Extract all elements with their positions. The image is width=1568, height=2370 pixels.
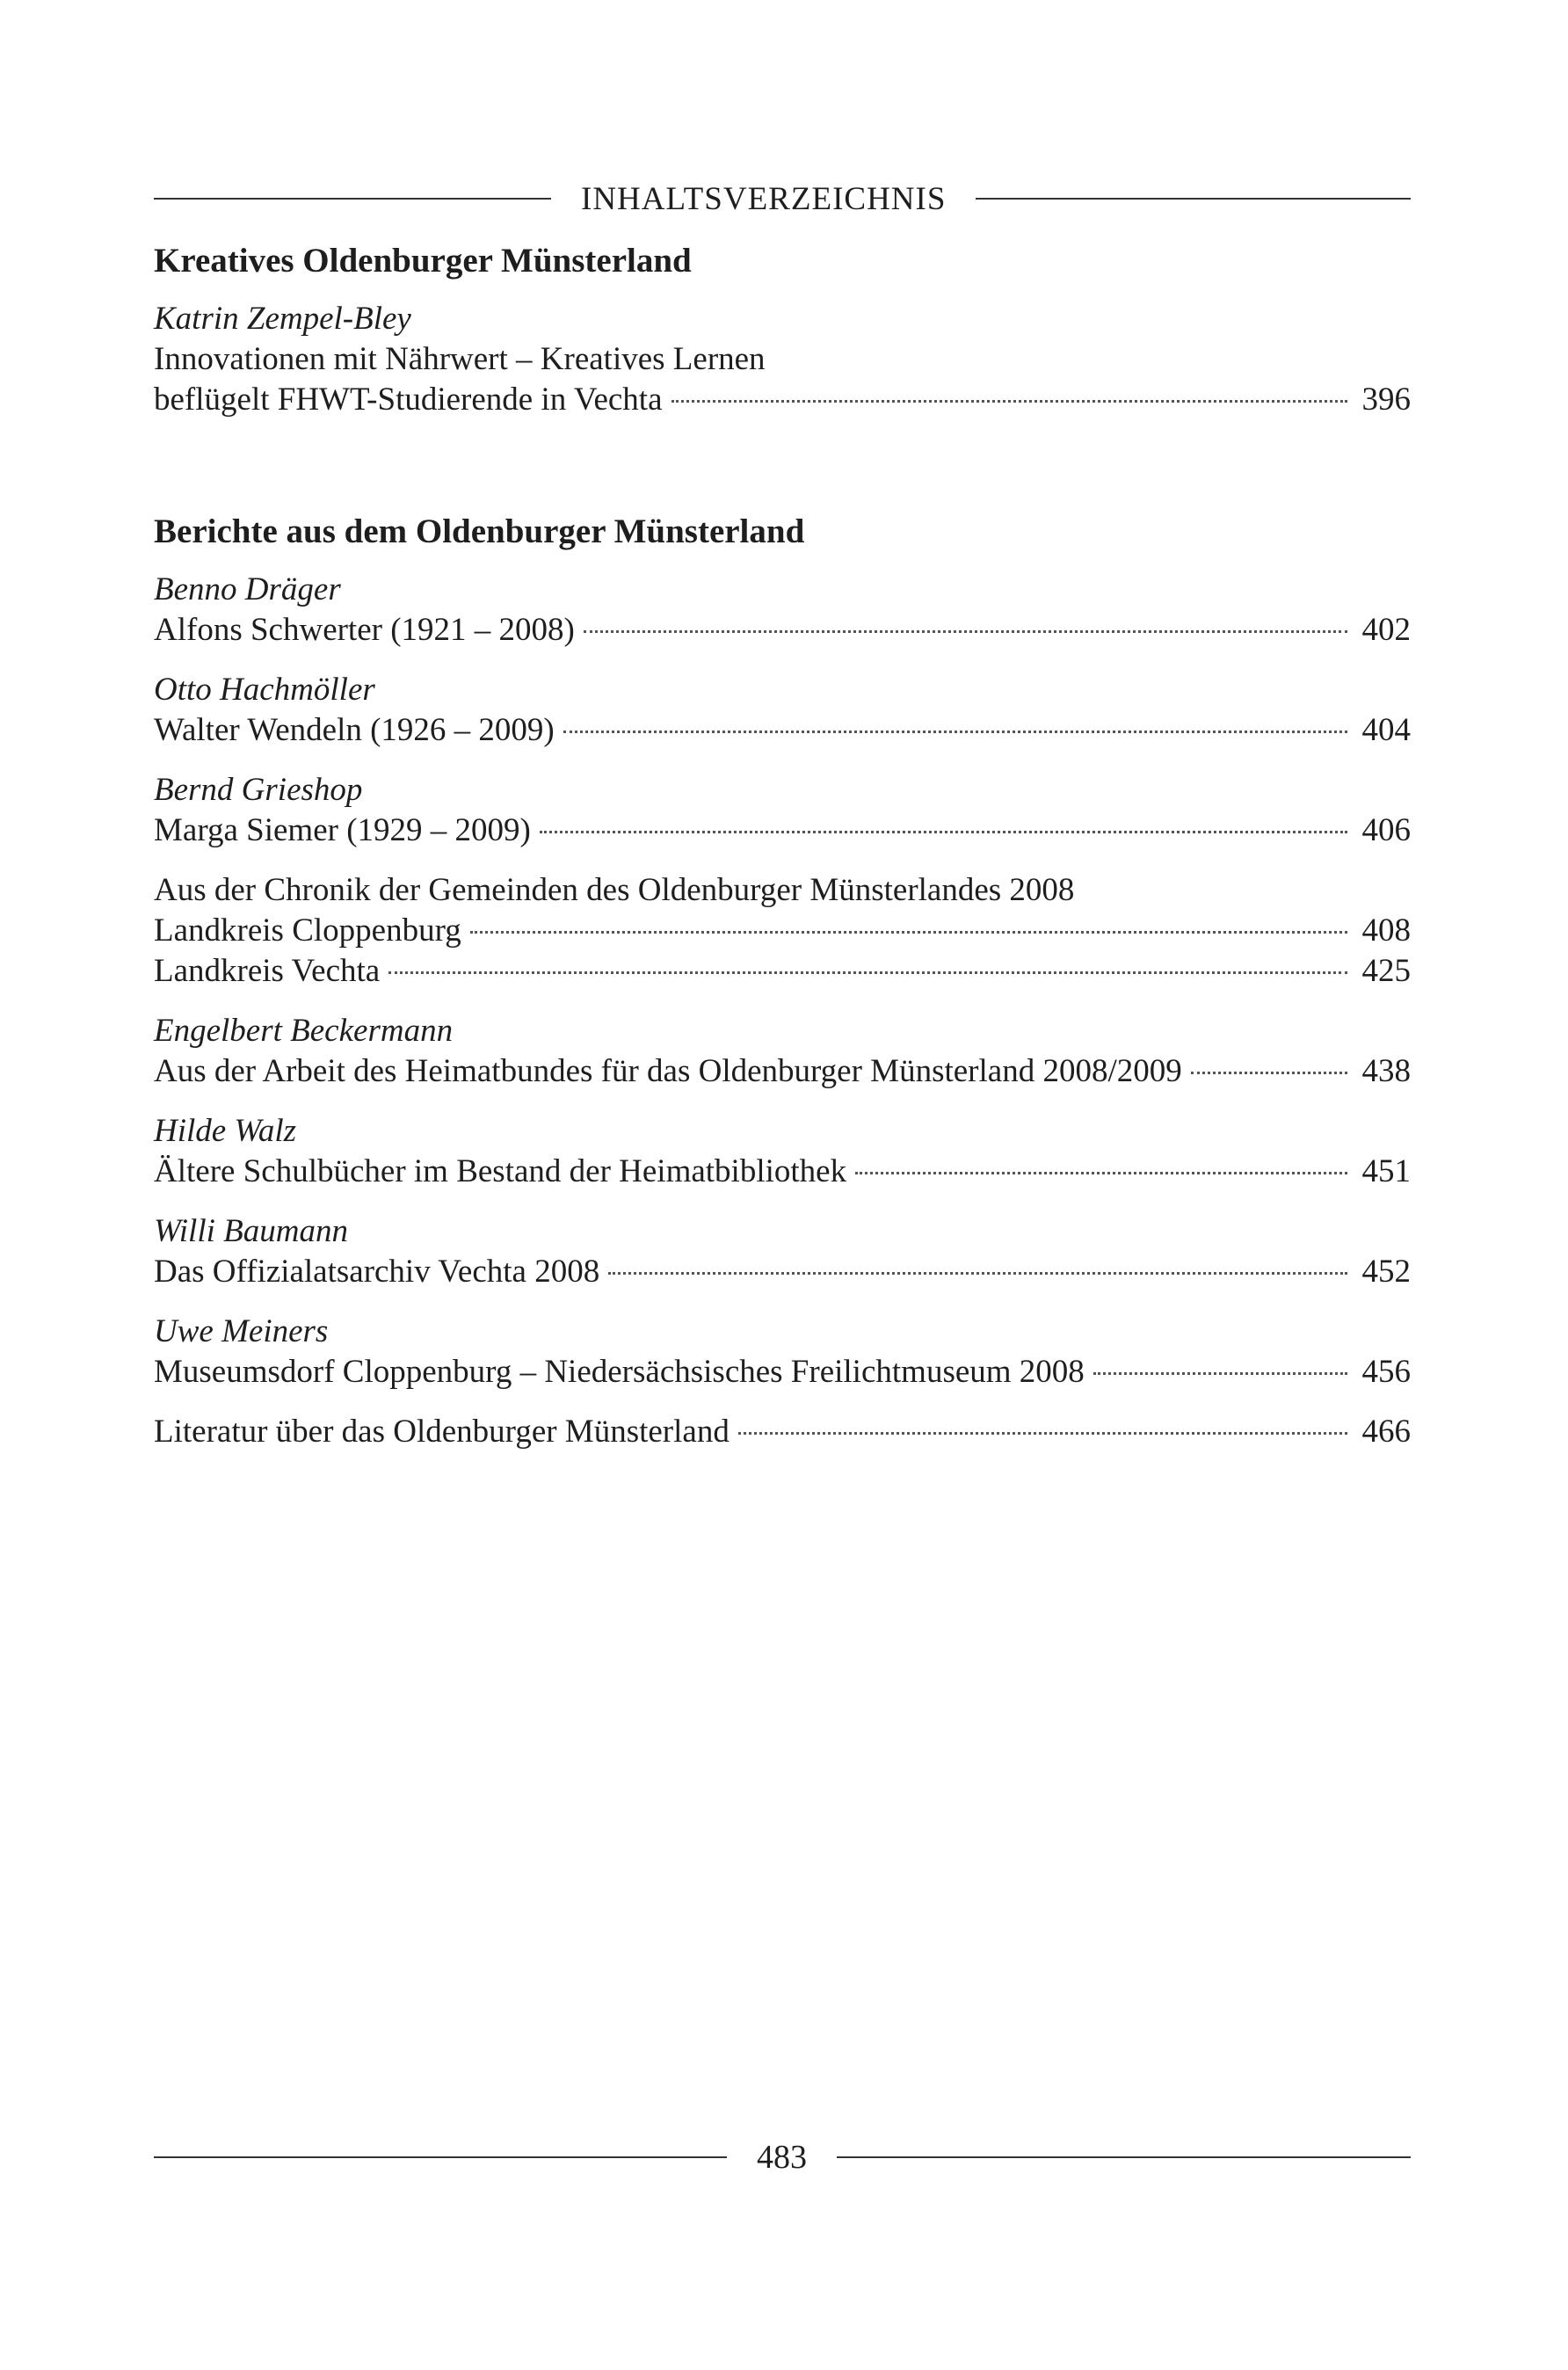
entry-title-text: Alfons Schwerter (1921 – 2008) <box>154 612 575 648</box>
running-header <box>154 176 1411 222</box>
entry-author: Katrin Zempel-Bley <box>154 301 411 337</box>
entry-title-text: Landkreis Vechta <box>154 953 381 989</box>
toc-entry <box>154 1211 1411 1292</box>
running-head-title: INHALTSVERZEICHNIS <box>581 180 947 217</box>
toc-entry <box>154 1011 1411 1092</box>
leader-dots <box>470 931 1347 934</box>
entry-title-text: Museumsdorf Cloppenburg – Niedersächsisches Freilichtmuseum 2008 <box>154 1354 1085 1390</box>
entry-title-text: Literatur über das Oldenburger Münsterland <box>154 1414 730 1450</box>
leader-dots <box>1093 1372 1347 1375</box>
entry-author: Otto Hachmöller <box>154 672 375 708</box>
entry-title-last-line <box>154 710 1411 751</box>
page-number: 456 <box>1361 1354 1411 1390</box>
entry-title-last-line <box>154 1412 1411 1452</box>
toc-section <box>154 237 1411 420</box>
page-number: 404 <box>1361 712 1411 748</box>
toc-entry <box>154 299 1411 420</box>
page-footer <box>154 2134 1411 2180</box>
toc-entry <box>154 1412 1411 1452</box>
section-title: Berichte aus dem Oldenburger Münsterland <box>154 513 805 550</box>
entry-title-line: Innovationen mit Nährwert – Kreatives Lernen <box>154 341 766 377</box>
entry-title-text: Marga Siemer (1929 – 2009) <box>154 812 531 848</box>
chronicle-sub-entry <box>154 951 1411 992</box>
page-number: 408 <box>1361 912 1411 949</box>
entry-title-last-line <box>154 1051 1411 1092</box>
toc-entry <box>154 1111 1411 1192</box>
entry-title-last-line <box>154 1352 1411 1392</box>
entry-title-text: Landkreis Cloppenburg <box>154 912 461 949</box>
folio-page-number: 483 <box>757 2139 807 2176</box>
header-rule-right <box>976 198 1411 200</box>
entry-title-text: Walter Wendeln (1926 – 2009) <box>154 712 555 748</box>
entry-title-text: Ältere Schulbücher im Bestand der Heimatbibliothek <box>154 1153 847 1189</box>
entry-author: Engelbert Beckermann <box>154 1013 454 1049</box>
leader-dots <box>540 831 1347 833</box>
page-number: 406 <box>1361 812 1411 848</box>
entry-author: Willi Baumann <box>154 1213 348 1249</box>
entry-title-text: Das Offizialatsarchiv Vechta 2008 <box>154 1254 600 1290</box>
leader-dots <box>584 630 1347 633</box>
leader-dots <box>1191 1072 1347 1074</box>
entry-author: Uwe Meiners <box>154 1313 329 1349</box>
entry-title-text: Aus der Arbeit des Heimatbundes für das Oldenburger Münsterland 2008/2009 <box>154 1053 1182 1089</box>
entry-title-last-line <box>154 610 1411 651</box>
page-number: 425 <box>1361 953 1411 989</box>
header-rule-left <box>154 198 551 200</box>
page-number: 402 <box>1361 612 1411 648</box>
leader-dots <box>671 400 1347 403</box>
toc-entry <box>154 570 1411 651</box>
toc-section <box>154 508 1411 1452</box>
entry-title-last-line <box>154 1152 1411 1192</box>
toc-entry <box>154 670 1411 751</box>
table-of-contents <box>154 237 1411 1452</box>
chronicle-heading-line: Aus der Chronik der Gemeinden des Oldenburger Münsterlandes 2008 <box>154 872 1075 908</box>
entry-title-last-line <box>154 1252 1411 1292</box>
leader-dots <box>563 731 1347 733</box>
toc-entry <box>154 770 1411 851</box>
footer-rule-right <box>837 2156 1411 2158</box>
chronicle-sub-entry <box>154 911 1411 951</box>
toc-entry <box>154 870 1411 992</box>
leader-dots <box>608 1272 1347 1275</box>
leader-dots <box>855 1172 1347 1174</box>
entry-author: Benno Dräger <box>154 571 341 607</box>
entry-title-text: beflügelt FHWT-Studierende in Vechta <box>154 382 663 418</box>
section-title: Kreatives Oldenburger Münsterland <box>154 242 692 280</box>
footer-rule-left <box>154 2156 727 2158</box>
page-number: 438 <box>1361 1053 1411 1089</box>
page-number: 466 <box>1361 1414 1411 1450</box>
entry-author: Hilde Walz <box>154 1113 297 1149</box>
page-number: 451 <box>1361 1153 1411 1189</box>
toc-entry <box>154 1312 1411 1392</box>
entry-author: Bernd Grieshop <box>154 772 363 808</box>
leader-dots <box>388 971 1347 974</box>
entry-title-last-line <box>154 380 1411 420</box>
page-number: 452 <box>1361 1254 1411 1290</box>
entry-title-last-line <box>154 811 1411 851</box>
leader-dots <box>738 1432 1347 1435</box>
page-number: 396 <box>1361 382 1411 418</box>
